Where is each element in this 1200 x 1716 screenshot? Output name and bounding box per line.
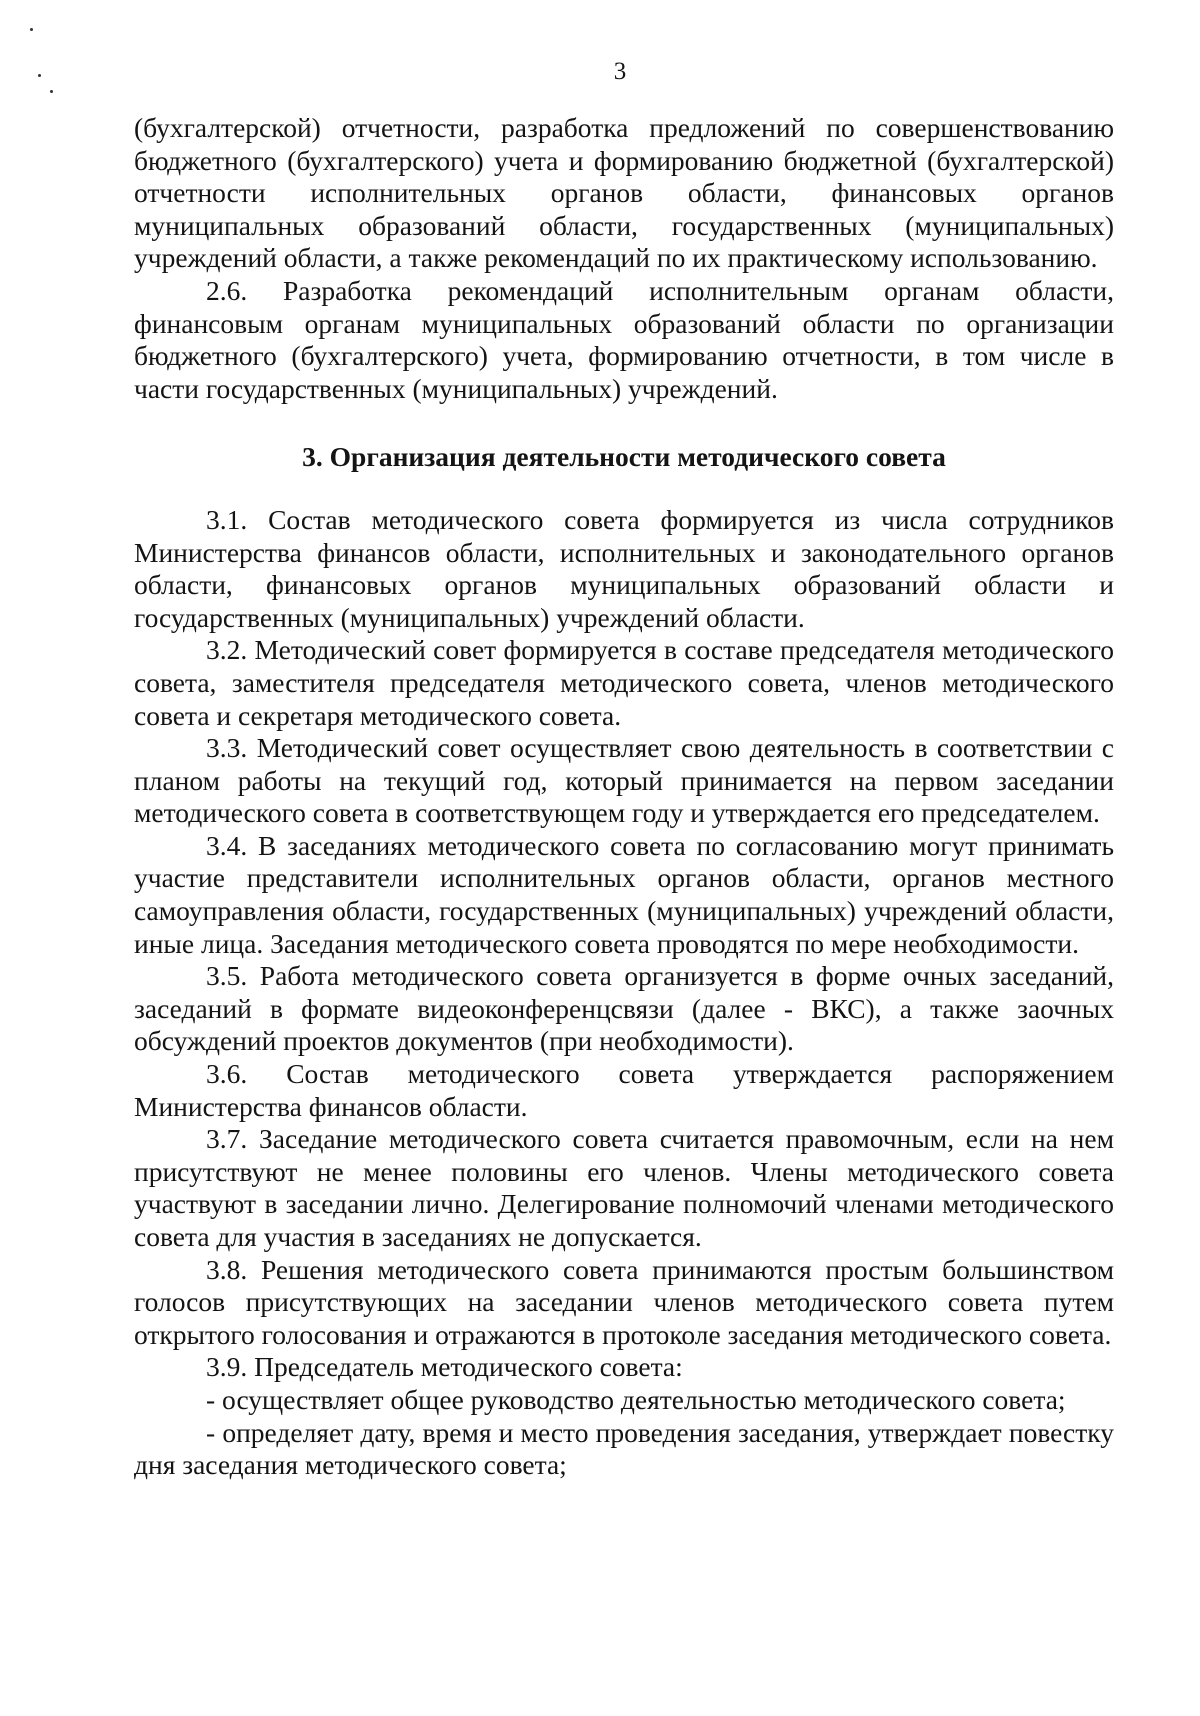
paragraph-3-8: 3.8. Решения методического совета принимаются простым большинством голосов присутствующих на заседании членов методического совета путем открытого голосования и отражаются в протоколе заседания методического совета. [134,1253,1114,1350]
paragraph-2-6: 2.6. Разработка рекомендаций исполнительным органам области, финансовым органам муниципальных образований области по организации бюджетного (бухгалтерского) учета, формированию отчетности, в том числе в части государственных (муниципальных) учреждений. [134,274,1114,404]
list-item-chairman-duty-2: - определяет дату, время и место проведения заседания, утверждает повестку дня заседания методического совета; [134,1416,1114,1481]
paragraph-3-2: 3.2. Методический совет формируется в составе председателя методического совета, заместителя председателя методического совета, членов методического совета и секретаря методического совета. [134,634,1114,731]
paragraph-continuation: (бухгалтерской) отчетности, разработка предложений по совершенствованию бюджетного (бухгалтерского) учета и формированию бюджетной (бухгалтерской) отчетности исполнительных органов области, финансовых органов муниципальных образований области, государственных (муниципальных) учреждений области, а также рекомендаций по их практическому использованию. [134,112,1114,274]
paragraph-3-9: 3.9. Председатель методического совета: [206,1351,683,1383]
paragraph-3-6: 3.6. Состав методического совета утверждается распоряжением Министерства финансов области. [134,1058,1114,1122]
paragraph-3-3: 3.3. Методический совет осуществляет свою деятельность в соответствии с планом работы на текущий год, который принимается на первом заседании методического совета в соответствующем году и утверждается его председателем. [134,732,1114,829]
paragraph-3-4: 3.4. В заседаниях методического совета по согласованию могут принимать участие представители исполнительных органов области, органов местного самоуправления области, государственных (муниципальных) учреждений области, иные лица. Заседания методического совета проводятся по мере необходимости. [134,829,1114,959]
page-number: 3 [613,58,627,85]
paragraph-3-7: 3.7. Заседание методического совета считается правомочным, если на нем присутствуют не менее половины его членов. Члены методического совета участвуют в заседании лично. Делегирование полномочий членами методического совета для участия в заседаниях не допускается. [134,1123,1114,1252]
section-heading: 3. Организация деятельности методического совета [302,441,946,473]
list-item-chairman-duty-1: - осуществляет общее руководство деятельностью методического совета; [206,1383,1066,1415]
document-body [134,112,1114,1482]
paragraph-3-1: 3.1. Состав методического совета формируется из числа сотрудников Министерства финансов области, исполнительных и законодательного органов области, финансовых органов муниципальных образований области и государственных (муниципальных) учреждений области. [134,503,1114,633]
scan-speck [30,28,33,31]
paragraph-3-5: 3.5. Работа методического совета организуется в форме очных заседаний, заседаний в формате видеоконференцсвязи (далее - ВКС), а также заочных обсуждений проектов документов (при необходимости). [134,960,1114,1057]
scan-speck [50,90,53,93]
